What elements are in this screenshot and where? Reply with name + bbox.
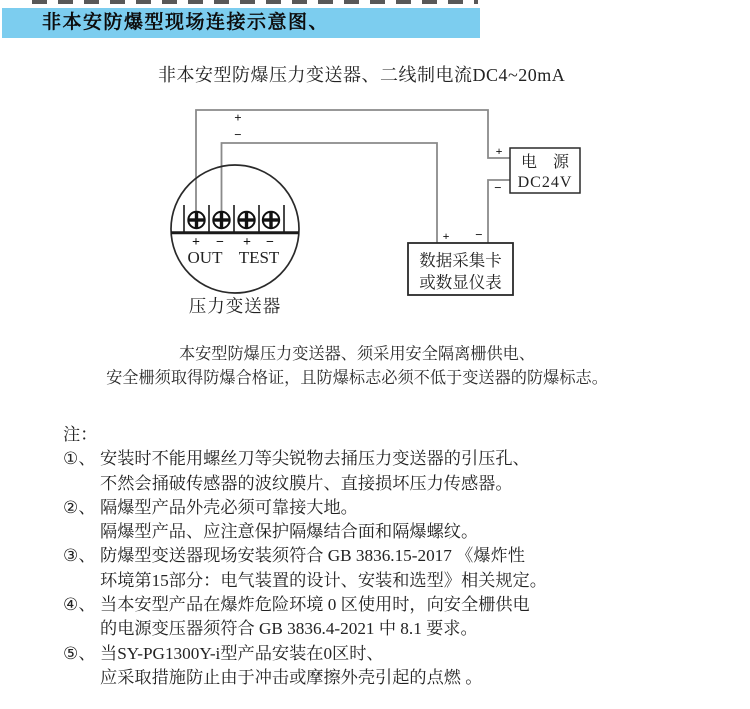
section-title: 非本安防爆型现场连接示意图、 (42, 12, 330, 33)
note-text: 隔爆型产品外壳必须可靠接大地。 (100, 497, 358, 517)
note-item-1-cont: 不然会捅破传感器的波纹膜片、直接损坏压力传感器。 (100, 473, 513, 493)
daq-minus-sign: − (475, 227, 483, 242)
loop-minus-sign: − (234, 127, 242, 142)
loop-plus-sign: + (234, 110, 242, 125)
screw-terminal-icon (238, 212, 254, 228)
notes-section (63, 423, 683, 690)
terminal-sign: − (266, 235, 274, 250)
note-item-2-cont: 隔爆型产品、应注意保护隔爆结合面和隔爆螺纹。 (100, 522, 479, 542)
notes-label: 注： (63, 425, 98, 444)
power-supply-voltage: DC24V (517, 174, 573, 191)
daq-box (408, 227, 513, 295)
screw-terminal-icon (188, 212, 204, 228)
note-item-5-cont: 应采取措施防止由于冲击或摩擦外壳引起的点燃 。 (100, 667, 483, 687)
power-plus-sign: + (495, 144, 503, 158)
note-marker: ④、 (63, 595, 96, 615)
note-text: 当SY-PG1300Y-i型产品安装在0区时、 (100, 643, 384, 663)
daq-line2: 或数显仪表 (419, 273, 502, 292)
pressure-transmitter (171, 165, 299, 316)
note-item-2 (63, 496, 683, 520)
note-item-3 (63, 544, 683, 568)
transmitter-caption: 压力变送器 (188, 296, 282, 316)
safety-note-line2: 安全栅须取得防爆合格证，且防爆标志必须不低于变送器的防爆标志。 (106, 368, 608, 387)
transmitter-body (171, 165, 299, 293)
power-supply-box (494, 144, 580, 195)
note-marker: ②、 (63, 497, 96, 517)
daq-plus-sign: + (442, 229, 450, 243)
note-item-1 (63, 447, 683, 471)
screw-terminal-icon (213, 212, 229, 228)
power-minus-sign: − (494, 180, 502, 195)
note-item-3-cont: 环境第15部分：电气装置的设计、安装和选型》相关规定。 (100, 570, 547, 590)
safety-note (0, 343, 714, 390)
note-item-5 (63, 642, 683, 666)
diagram-subtitle: 非本安型防爆压力变送器、二线制电流DC4~20mA (158, 65, 566, 85)
note-item-4 (63, 593, 683, 617)
safety-note-line1: 本安型防爆压力变送器、须采用安全隔离栅供电、 (178, 345, 536, 363)
power-supply-name: 电 源 (520, 154, 570, 171)
note-marker: ⑤、 (63, 643, 96, 663)
note-item-4-cont: 的电源变压器须符合 GB 3836.4-2021 中 8.1 要求。 (100, 619, 478, 639)
terminal-sign: + (243, 235, 251, 250)
terminal-sign: − (216, 235, 224, 250)
wiring-diagram (0, 0, 750, 335)
note-text: 防爆型变送器现场安装须符合 GB 3836.15-2017 《爆炸性 (100, 546, 525, 566)
note-marker: ①、 (63, 449, 96, 469)
out-terminal-label: OUT (187, 248, 223, 267)
note-marker: ③、 (63, 546, 96, 566)
test-terminal-label: TEST (238, 248, 280, 267)
daq-line1: 数据采集卡 (419, 251, 502, 270)
terminal-sign: + (192, 235, 200, 250)
note-text: 安装时不能用螺丝刀等尖锐物去捅压力变送器的引压孔、 (100, 449, 530, 469)
screw-terminal-icon (263, 212, 279, 228)
note-text: 当本安型产品在爆炸危险环境 0 区使用时，向安全栅供电 (100, 595, 530, 615)
